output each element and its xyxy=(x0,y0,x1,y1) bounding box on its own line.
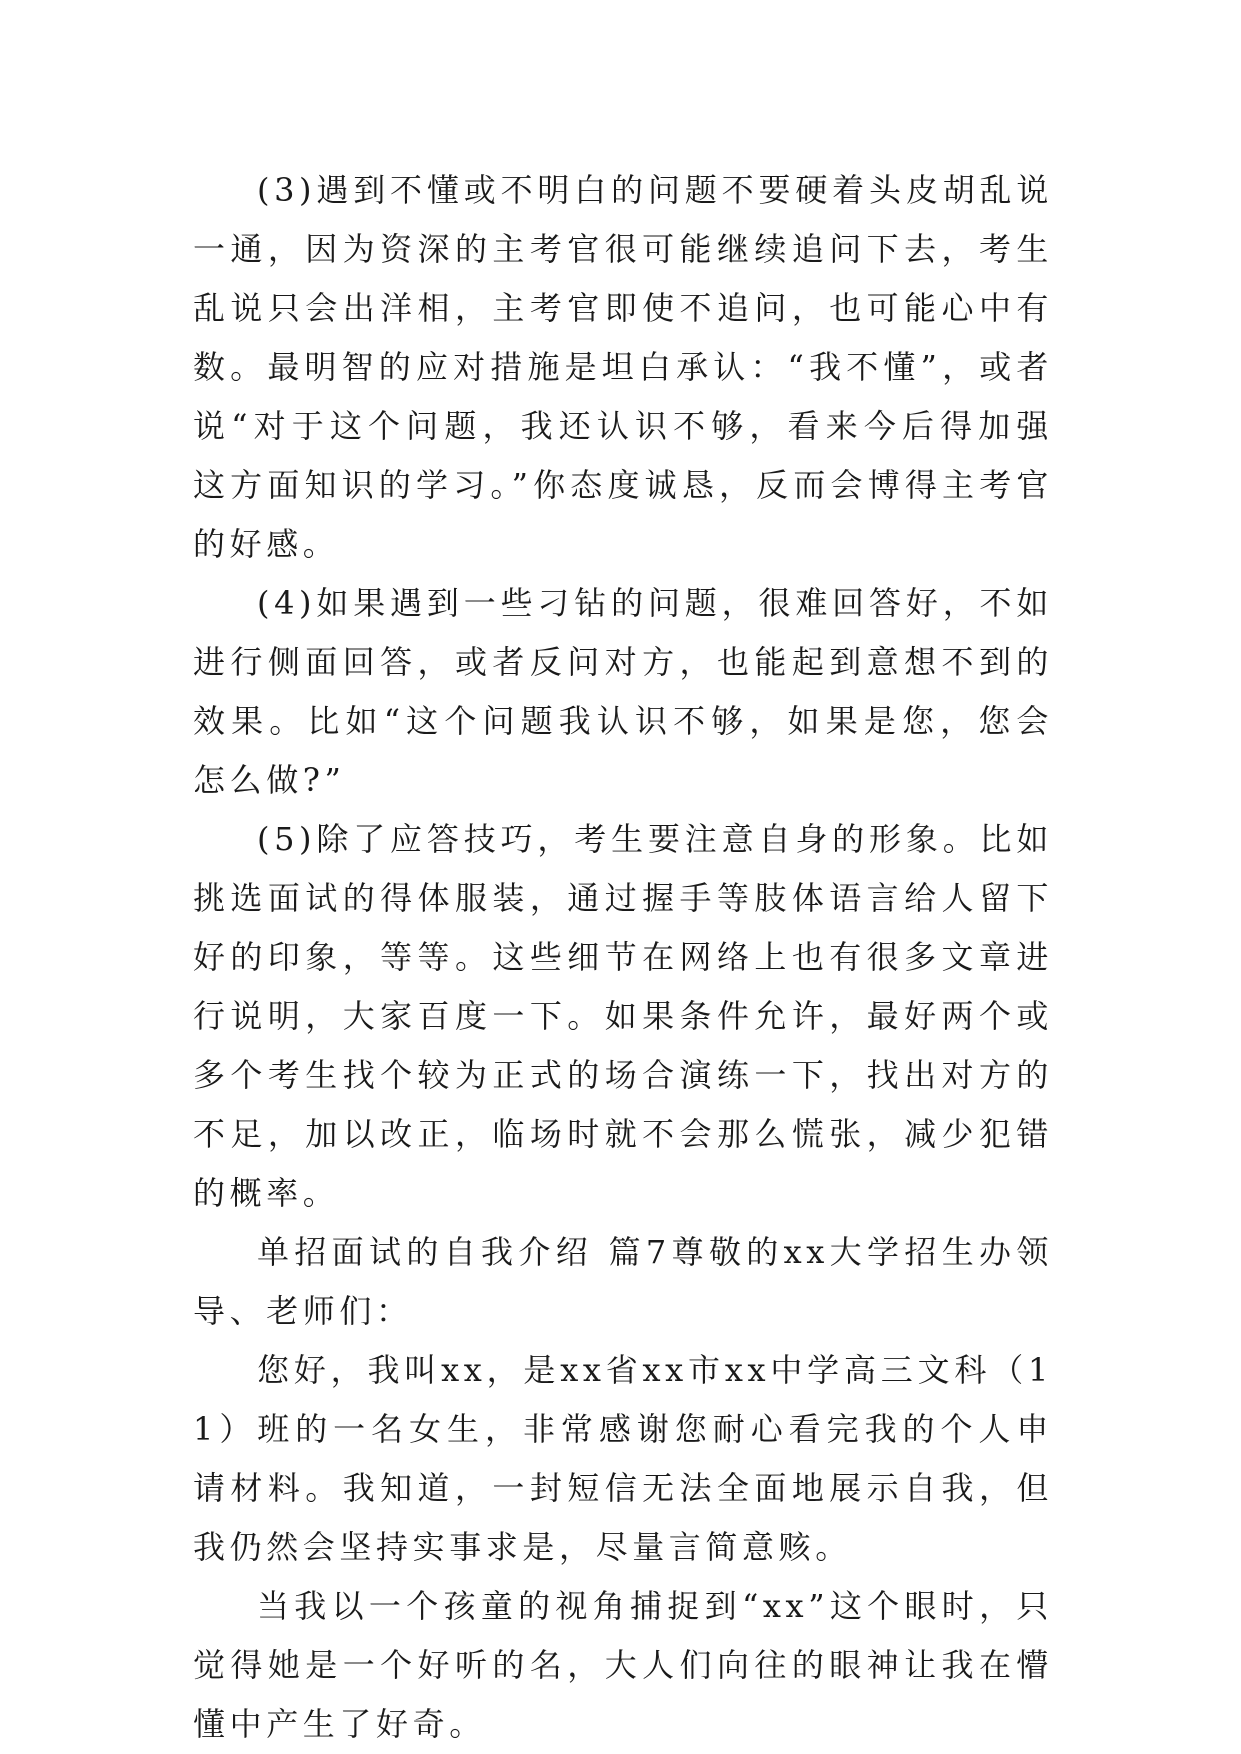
paragraph-tip-5: (5)除了应答技巧，考生要注意自身的形象。比如挑选面试的得体服装，通过握手等肢体语言给人留下好的印象，等等。这些细节在网络上也有很多文章进行说明，大家百度一下。如果条件允许，最好两个或多个考生找个较为正式的场合演练一下，找出对方的不足，加以改正，临场时就不会那么慌张，减少犯错的概率。 xyxy=(193,820,1053,1212)
paragraph-tip-4: (4)如果遇到一些刁钻的问题，很难回答好，不如进行侧面回答，或者反问对方，也能起到意想不到的效果。比如“这个问题我认识不够，如果是您，您会怎么做?” xyxy=(193,584,1053,799)
document-body xyxy=(193,161,1053,1754)
paragraph-tip-3: (3)遇到不懂或不明白的问题不要硬着头皮胡乱说一通，因为资深的主考官很可能继续追问下去，考生乱说只会出洋相，主考官即使不追问，也可能心中有数。最明智的应对措施是坦白承认：“我不懂”，或者说“对于这个问题，我还认识不够，看来今后得加强这方面知识的学习。”你态度诚恳，反而会博得主考官的好感。 xyxy=(193,171,1053,563)
paragraph-greeting: 您好，我叫xx，是xx省xx市xx中学高三文科（11）班的一名女生，非常感谢您耐心看完我的个人申请材料。我知道，一封短信无法全面地展示自我，但我仍然会坚持实事求是，尽量言简意赅。 xyxy=(193,1351,1053,1566)
paragraph-childhood: 当我以一个孩童的视角捕捉到“xx”这个眼时，只觉得她是一个好听的名，大人们向往的眼神让我在懵懂中产生了好奇。 xyxy=(193,1587,1053,1743)
paragraph-section-heading: 单招面试的自我介绍 篇7尊敬的xx大学招生办领导、老师们： xyxy=(193,1233,1053,1330)
